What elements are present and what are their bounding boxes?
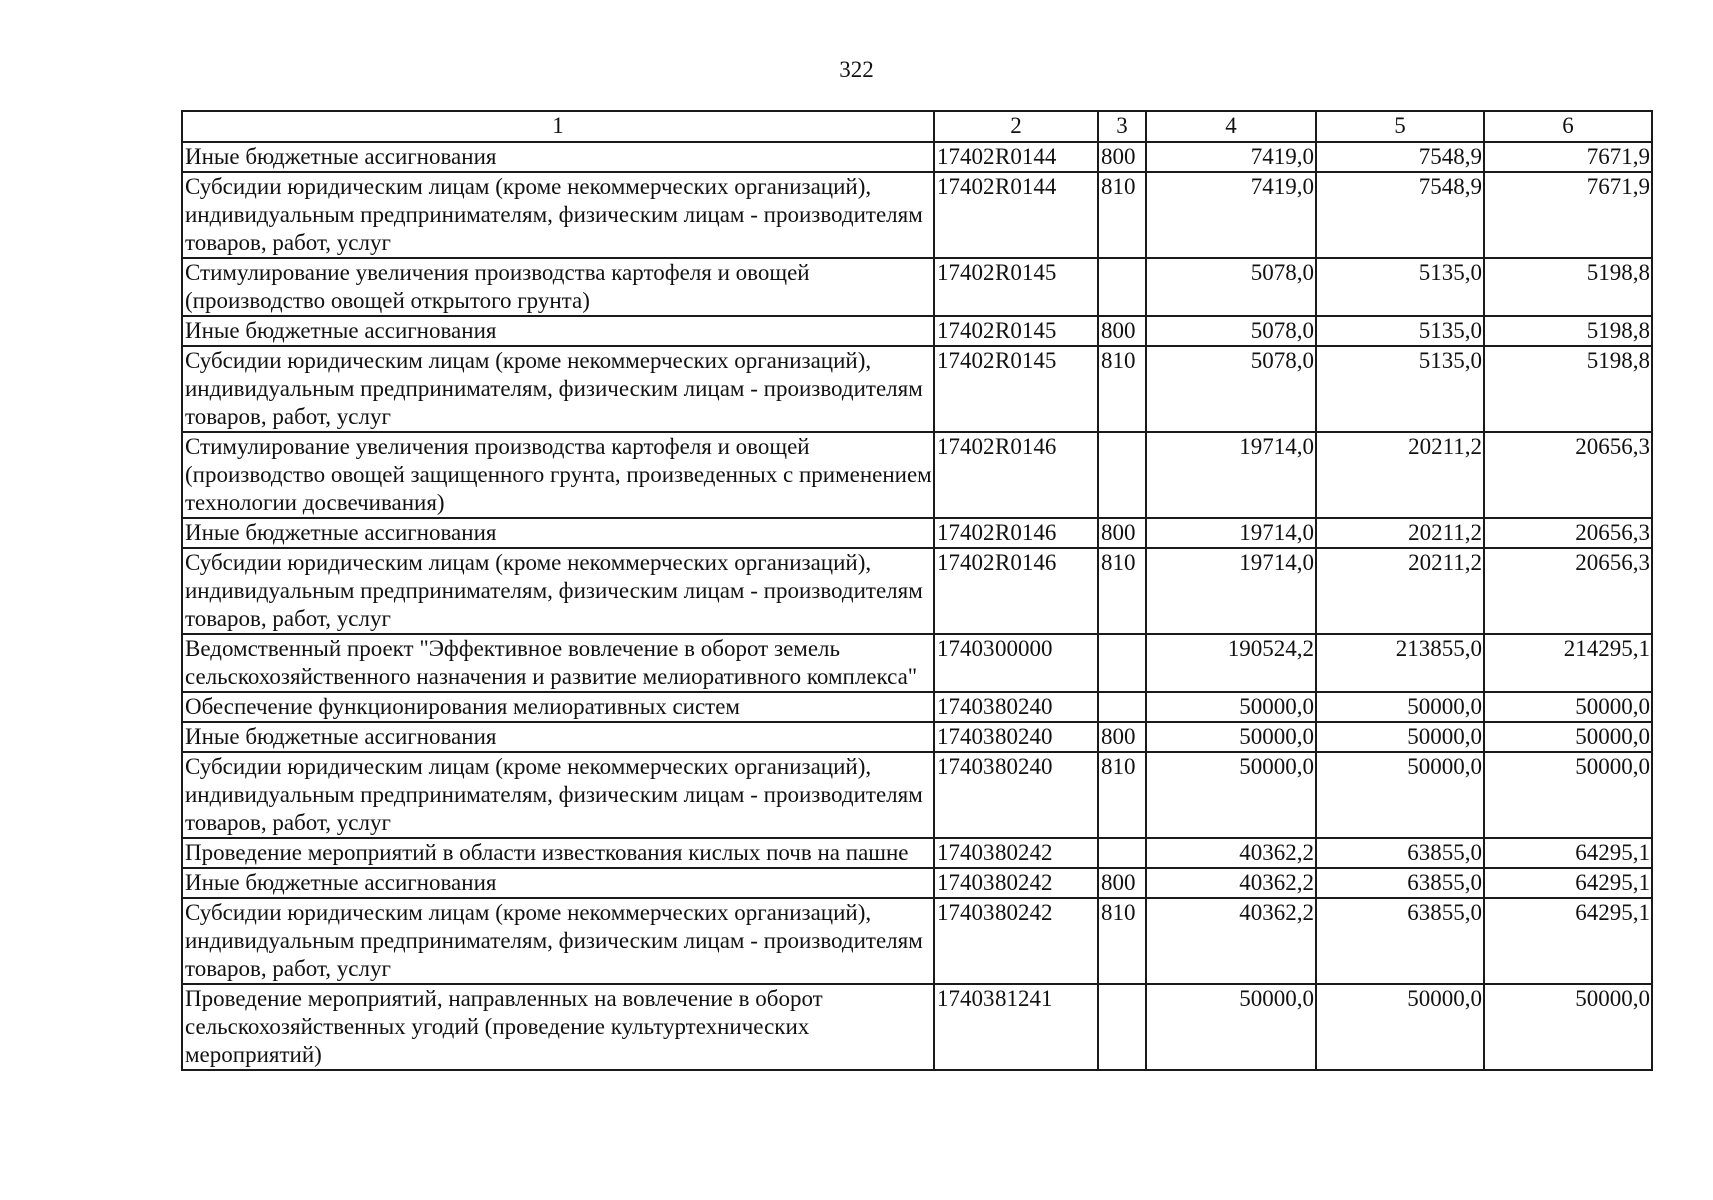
row-value-col4: 19714,0 — [1146, 548, 1316, 634]
row-code — [934, 898, 1098, 984]
row-value-col5: 50000,0 — [1316, 692, 1484, 722]
row-name: Стимулирование увеличения производства картофеля и овощей (производство овощей защищенного грунта, произведенных с применением технологии досвечивания) — [182, 432, 934, 518]
row-value-col6: 50000,0 — [1484, 692, 1652, 722]
row-code — [934, 692, 1098, 722]
table-row — [182, 548, 1652, 634]
row-code-section: 17402 — [937, 260, 995, 285]
row-value-col6: 20656,3 — [1484, 548, 1652, 634]
row-value-col6: 214295,1 — [1484, 634, 1652, 692]
row-value-col5: 7548,9 — [1316, 172, 1484, 258]
row-code-target: R0145 — [995, 318, 1057, 343]
table-row — [182, 142, 1652, 172]
row-name: Иные бюджетные ассигнования — [182, 142, 934, 172]
row-value-col4: 50000,0 — [1146, 722, 1316, 752]
row-value-col6: 50000,0 — [1484, 752, 1652, 838]
row-name: Субсидии юридическим лицам (кроме некоммерческих организаций), индивидуальным предпринимателям, физическим лицам - производителям товаров, работ, услуг — [182, 548, 934, 634]
row-value-col4: 40362,2 — [1146, 868, 1316, 898]
row-code-section: 17402 — [937, 550, 995, 575]
row-expense-type: 810 — [1098, 898, 1146, 984]
row-code-target: 00000 — [995, 636, 1053, 661]
row-value-col6: 7671,9 — [1484, 172, 1652, 258]
row-name: Проведение мероприятий, направленных на вовлечение в оборот сельскохозяйственных угодий (проведение культуртехнических мероприятий) — [182, 984, 934, 1070]
row-expense-type — [1098, 634, 1146, 692]
row-code-section: 17403 — [937, 986, 995, 1011]
row-code — [934, 258, 1098, 316]
header-col-4: 4 — [1146, 111, 1316, 142]
row-value-col4: 5078,0 — [1146, 346, 1316, 432]
table-row — [182, 172, 1652, 258]
row-code-section: 17403 — [937, 724, 995, 749]
row-expense-type: 810 — [1098, 752, 1146, 838]
row-code-target: 80240 — [995, 724, 1053, 749]
row-name: Иные бюджетные ассигнования — [182, 518, 934, 548]
row-code — [934, 172, 1098, 258]
row-code-target: 80240 — [995, 754, 1053, 779]
row-value-col5: 20211,2 — [1316, 432, 1484, 518]
row-value-col6: 20656,3 — [1484, 432, 1652, 518]
row-code-target: R0146 — [995, 550, 1057, 575]
row-code-section: 17402 — [937, 144, 995, 169]
row-code — [934, 984, 1098, 1070]
budget-table — [181, 110, 1653, 1071]
row-value-col5: 5135,0 — [1316, 316, 1484, 346]
row-value-col6: 50000,0 — [1484, 984, 1652, 1070]
row-value-col4: 7419,0 — [1146, 172, 1316, 258]
table-row — [182, 432, 1652, 518]
row-code-section: 17403 — [937, 636, 995, 661]
row-name: Обеспечение функционирования мелиоративных систем — [182, 692, 934, 722]
row-expense-type: 800 — [1098, 518, 1146, 548]
table-row — [182, 868, 1652, 898]
row-expense-type — [1098, 258, 1146, 316]
row-value-col5: 50000,0 — [1316, 752, 1484, 838]
row-name: Субсидии юридическим лицам (кроме некоммерческих организаций), индивидуальным предпринимателям, физическим лицам - производителям товаров, работ, услуг — [182, 172, 934, 258]
row-value-col4: 5078,0 — [1146, 258, 1316, 316]
row-value-col6: 5198,8 — [1484, 346, 1652, 432]
table-row — [182, 518, 1652, 548]
table-row — [182, 634, 1652, 692]
header-row — [182, 111, 1652, 142]
row-name: Ведомственный проект "Эффективное вовлечение в оборот земель сельскохозяйственного назначения и развитие мелиоративного комплекса" — [182, 634, 934, 692]
row-code — [934, 838, 1098, 868]
row-value-col5: 50000,0 — [1316, 984, 1484, 1070]
row-expense-type: 800 — [1098, 722, 1146, 752]
row-name: Субсидии юридическим лицам (кроме некоммерческих организаций), индивидуальным предпринимателям, физическим лицам - производителям товаров, работ, услуг — [182, 346, 934, 432]
row-code-section: 17403 — [937, 870, 995, 895]
header-col-1: 1 — [182, 111, 934, 142]
row-expense-type — [1098, 432, 1146, 518]
row-value-col4: 19714,0 — [1146, 518, 1316, 548]
row-code — [934, 868, 1098, 898]
row-name: Иные бюджетные ассигнования — [182, 722, 934, 752]
row-value-col5: 5135,0 — [1316, 258, 1484, 316]
row-value-col6: 64295,1 — [1484, 838, 1652, 868]
row-value-col5: 213855,0 — [1316, 634, 1484, 692]
row-expense-type: 810 — [1098, 346, 1146, 432]
row-value-col5: 63855,0 — [1316, 868, 1484, 898]
row-value-col4: 50000,0 — [1146, 984, 1316, 1070]
row-name: Проведение мероприятий в области известкования кислых почв на пашне — [182, 838, 934, 868]
table-row — [182, 984, 1652, 1070]
row-expense-type: 800 — [1098, 142, 1146, 172]
row-code-section: 17402 — [937, 348, 995, 373]
row-code-target: 80242 — [995, 870, 1053, 895]
row-value-col6: 20656,3 — [1484, 518, 1652, 548]
row-code — [934, 346, 1098, 432]
row-code-section: 17402 — [937, 520, 995, 545]
row-code — [934, 752, 1098, 838]
row-value-col5: 7548,9 — [1316, 142, 1484, 172]
row-value-col5: 5135,0 — [1316, 346, 1484, 432]
row-value-col4: 50000,0 — [1146, 752, 1316, 838]
row-value-col4: 5078,0 — [1146, 316, 1316, 346]
row-code-target: R0144 — [995, 144, 1057, 169]
row-expense-type: 810 — [1098, 548, 1146, 634]
row-name: Стимулирование увеличения производства картофеля и овощей (производство овощей открытого грунта) — [182, 258, 934, 316]
header-col-2: 2 — [934, 111, 1098, 142]
table-body — [182, 142, 1652, 1070]
row-code-section: 17403 — [937, 840, 995, 865]
row-code-section: 17402 — [937, 174, 995, 199]
table-row — [182, 346, 1652, 432]
row-code-target: 81241 — [995, 986, 1053, 1011]
row-name: Субсидии юридическим лицам (кроме некоммерческих организаций), индивидуальным предпринимателям, физическим лицам - производителям товаров, работ, услуг — [182, 898, 934, 984]
row-code-target: R0145 — [995, 348, 1057, 373]
row-code — [934, 634, 1098, 692]
row-value-col4: 19714,0 — [1146, 432, 1316, 518]
row-code-target: R0146 — [995, 520, 1057, 545]
row-value-col4: 190524,2 — [1146, 634, 1316, 692]
row-value-col5: 20211,2 — [1316, 518, 1484, 548]
row-value-col5: 50000,0 — [1316, 722, 1484, 752]
row-value-col4: 50000,0 — [1146, 692, 1316, 722]
row-expense-type: 800 — [1098, 868, 1146, 898]
table-row — [182, 838, 1652, 868]
row-value-col4: 7419,0 — [1146, 142, 1316, 172]
row-code-target: 80242 — [995, 900, 1053, 925]
row-code — [934, 722, 1098, 752]
row-value-col4: 40362,2 — [1146, 898, 1316, 984]
row-expense-type — [1098, 692, 1146, 722]
table-row — [182, 752, 1652, 838]
row-value-col5: 63855,0 — [1316, 838, 1484, 868]
row-expense-type: 810 — [1098, 172, 1146, 258]
table-row — [182, 722, 1652, 752]
header-col-6: 6 — [1484, 111, 1652, 142]
row-value-col6: 50000,0 — [1484, 722, 1652, 752]
row-code — [934, 316, 1098, 346]
row-expense-type — [1098, 838, 1146, 868]
row-code-target: R0145 — [995, 260, 1057, 285]
row-code — [934, 432, 1098, 518]
row-value-col6: 64295,1 — [1484, 898, 1652, 984]
table-row — [182, 898, 1652, 984]
row-code-target: R0144 — [995, 174, 1057, 199]
row-value-col5: 20211,2 — [1316, 548, 1484, 634]
row-code-section: 17402 — [937, 318, 995, 343]
table-row — [182, 258, 1652, 316]
row-code-target: R0146 — [995, 434, 1057, 459]
row-value-col6: 5198,8 — [1484, 258, 1652, 316]
row-value-col6: 64295,1 — [1484, 868, 1652, 898]
row-expense-type — [1098, 984, 1146, 1070]
row-value-col6: 5198,8 — [1484, 316, 1652, 346]
row-code-section: 17402 — [937, 434, 995, 459]
row-code-target: 80242 — [995, 840, 1053, 865]
row-name: Иные бюджетные ассигнования — [182, 316, 934, 346]
row-code — [934, 548, 1098, 634]
header-col-3: 3 — [1098, 111, 1146, 142]
row-code-target: 80240 — [995, 694, 1053, 719]
row-expense-type: 800 — [1098, 316, 1146, 346]
page-number: 322 — [839, 57, 874, 82]
table-row — [182, 316, 1652, 346]
row-code — [934, 142, 1098, 172]
row-code-section: 17403 — [937, 900, 995, 925]
header-col-5: 5 — [1316, 111, 1484, 142]
row-code-section: 17403 — [937, 694, 995, 719]
row-value-col6: 7671,9 — [1484, 142, 1652, 172]
row-value-col5: 63855,0 — [1316, 898, 1484, 984]
row-name: Субсидии юридическим лицам (кроме некоммерческих организаций), индивидуальным предпринимателям, физическим лицам - производителям товаров, работ, услуг — [182, 752, 934, 838]
table-row — [182, 692, 1652, 722]
row-name: Иные бюджетные ассигнования — [182, 868, 934, 898]
row-value-col4: 40362,2 — [1146, 838, 1316, 868]
row-code-section: 17403 — [937, 754, 995, 779]
row-code — [934, 518, 1098, 548]
